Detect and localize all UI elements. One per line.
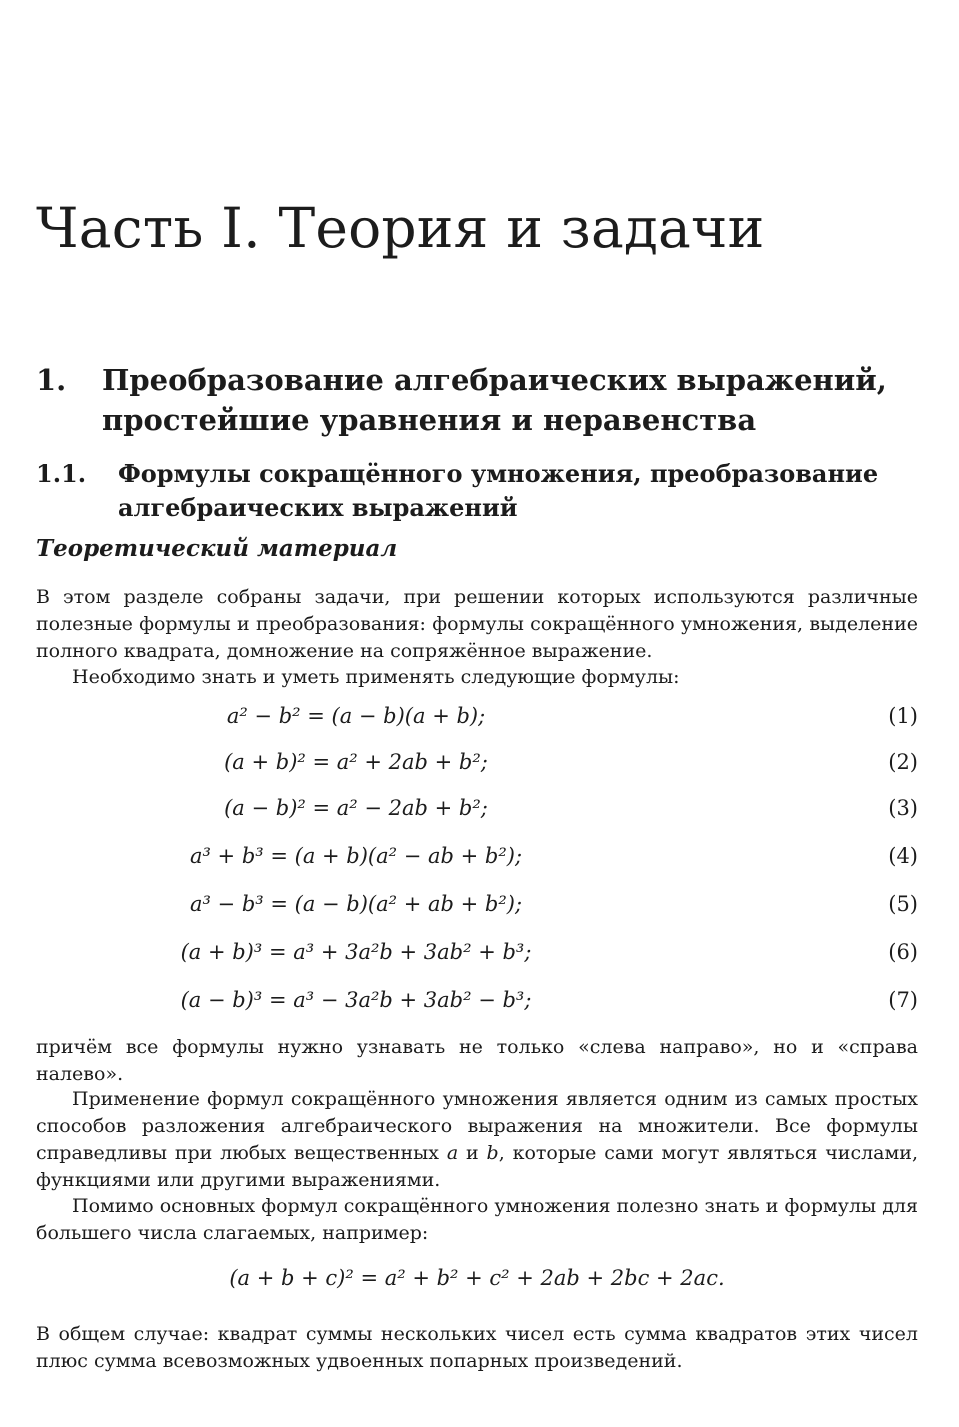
equation-formula: (a + b)³ = a³ + 3a²b + 3ab² + b³; bbox=[180, 940, 532, 964]
part-title: Часть I. Теория и задачи bbox=[36, 196, 765, 260]
text-span: , которые сами могут являться числами, функциями или другими выражениями. bbox=[36, 1142, 918, 1191]
section-number: 1. bbox=[36, 363, 67, 397]
paragraph-both-directions: причём все формулы нужно узнавать не только «слева направо», но и «справа налево». bbox=[36, 1036, 918, 1085]
subsection-heading-1-1 bbox=[36, 457, 918, 525]
equation-number: (3) bbox=[888, 796, 918, 820]
paragraph-formulas-lead: Необходимо знать и уметь применять следующие формулы: bbox=[72, 666, 680, 688]
equation-formula: (a − b)³ = a³ − 3a²b + 3ab² − b³; bbox=[180, 988, 532, 1012]
section-title: Преобразование алгебраических выражений, простейшие уравнения и неравенства bbox=[102, 363, 887, 437]
equation-formula: a³ − b³ = (a − b)(a² + ab + b²); bbox=[189, 892, 523, 916]
equation-3 bbox=[36, 796, 918, 830]
equation-4 bbox=[36, 844, 918, 878]
section-heading-1 bbox=[36, 360, 922, 440]
variable-a: a bbox=[446, 1142, 459, 1164]
equation-6 bbox=[36, 940, 918, 974]
equation-5 bbox=[36, 892, 918, 926]
subsection-number: 1.1. bbox=[36, 459, 87, 488]
text-span: Применение формул сокращённого умножения является одним из самых простых способов разложения алгебраического выражения на множители. Все формулы справедливы при любых вещественных bbox=[36, 1088, 918, 1164]
equation-square-of-sum: (a + b + c)² = a² + b² + c² + 2ab + 2bc + 2ac. bbox=[229, 1266, 725, 1290]
subsection-title: Формулы сокращённого умножения, преобразование алгебраических выражений bbox=[118, 459, 879, 522]
equation-formula: (a + b)² = a² + 2ab + b²; bbox=[224, 750, 488, 774]
equation-number: (4) bbox=[888, 844, 918, 868]
variable-b: b bbox=[486, 1142, 499, 1164]
equation-number: (2) bbox=[888, 750, 918, 774]
paragraph-intro: В этом разделе собраны задачи, при решении которых используются различные полезные формулы и преобразования: формулы сокращённого умножения, выделение полного квадрата, домножение на сопряжённое выражение. bbox=[36, 586, 918, 662]
equation-number: (6) bbox=[888, 940, 918, 964]
equation-7 bbox=[36, 988, 918, 1022]
paragraph-general-case: В общем случае: квадрат суммы нескольких чисел есть сумма квадратов этих чисел плюс сумма всевозможных удвоенных попарных произведений. bbox=[36, 1323, 918, 1372]
text-span: и bbox=[466, 1142, 479, 1164]
equation-formula: (a − b)² = a² − 2ab + b²; bbox=[224, 796, 488, 820]
equation-number: (5) bbox=[888, 892, 918, 916]
theory-heading: Теоретический материал bbox=[36, 535, 398, 562]
paragraph-factorization bbox=[36, 1086, 918, 1194]
equation-1 bbox=[36, 704, 918, 738]
paragraph-more-terms: Помимо основных формул сокращённого умножения полезно знать и формулы для большего числа слагаемых, например: bbox=[36, 1195, 918, 1244]
equation-number: (1) bbox=[888, 704, 918, 728]
equation-formula: a³ + b³ = (a + b)(a² − ab + b²); bbox=[189, 844, 523, 868]
equation-2 bbox=[36, 750, 918, 784]
equation-number: (7) bbox=[888, 988, 918, 1012]
equation-formula: a² − b² = (a − b)(a + b); bbox=[226, 704, 486, 728]
